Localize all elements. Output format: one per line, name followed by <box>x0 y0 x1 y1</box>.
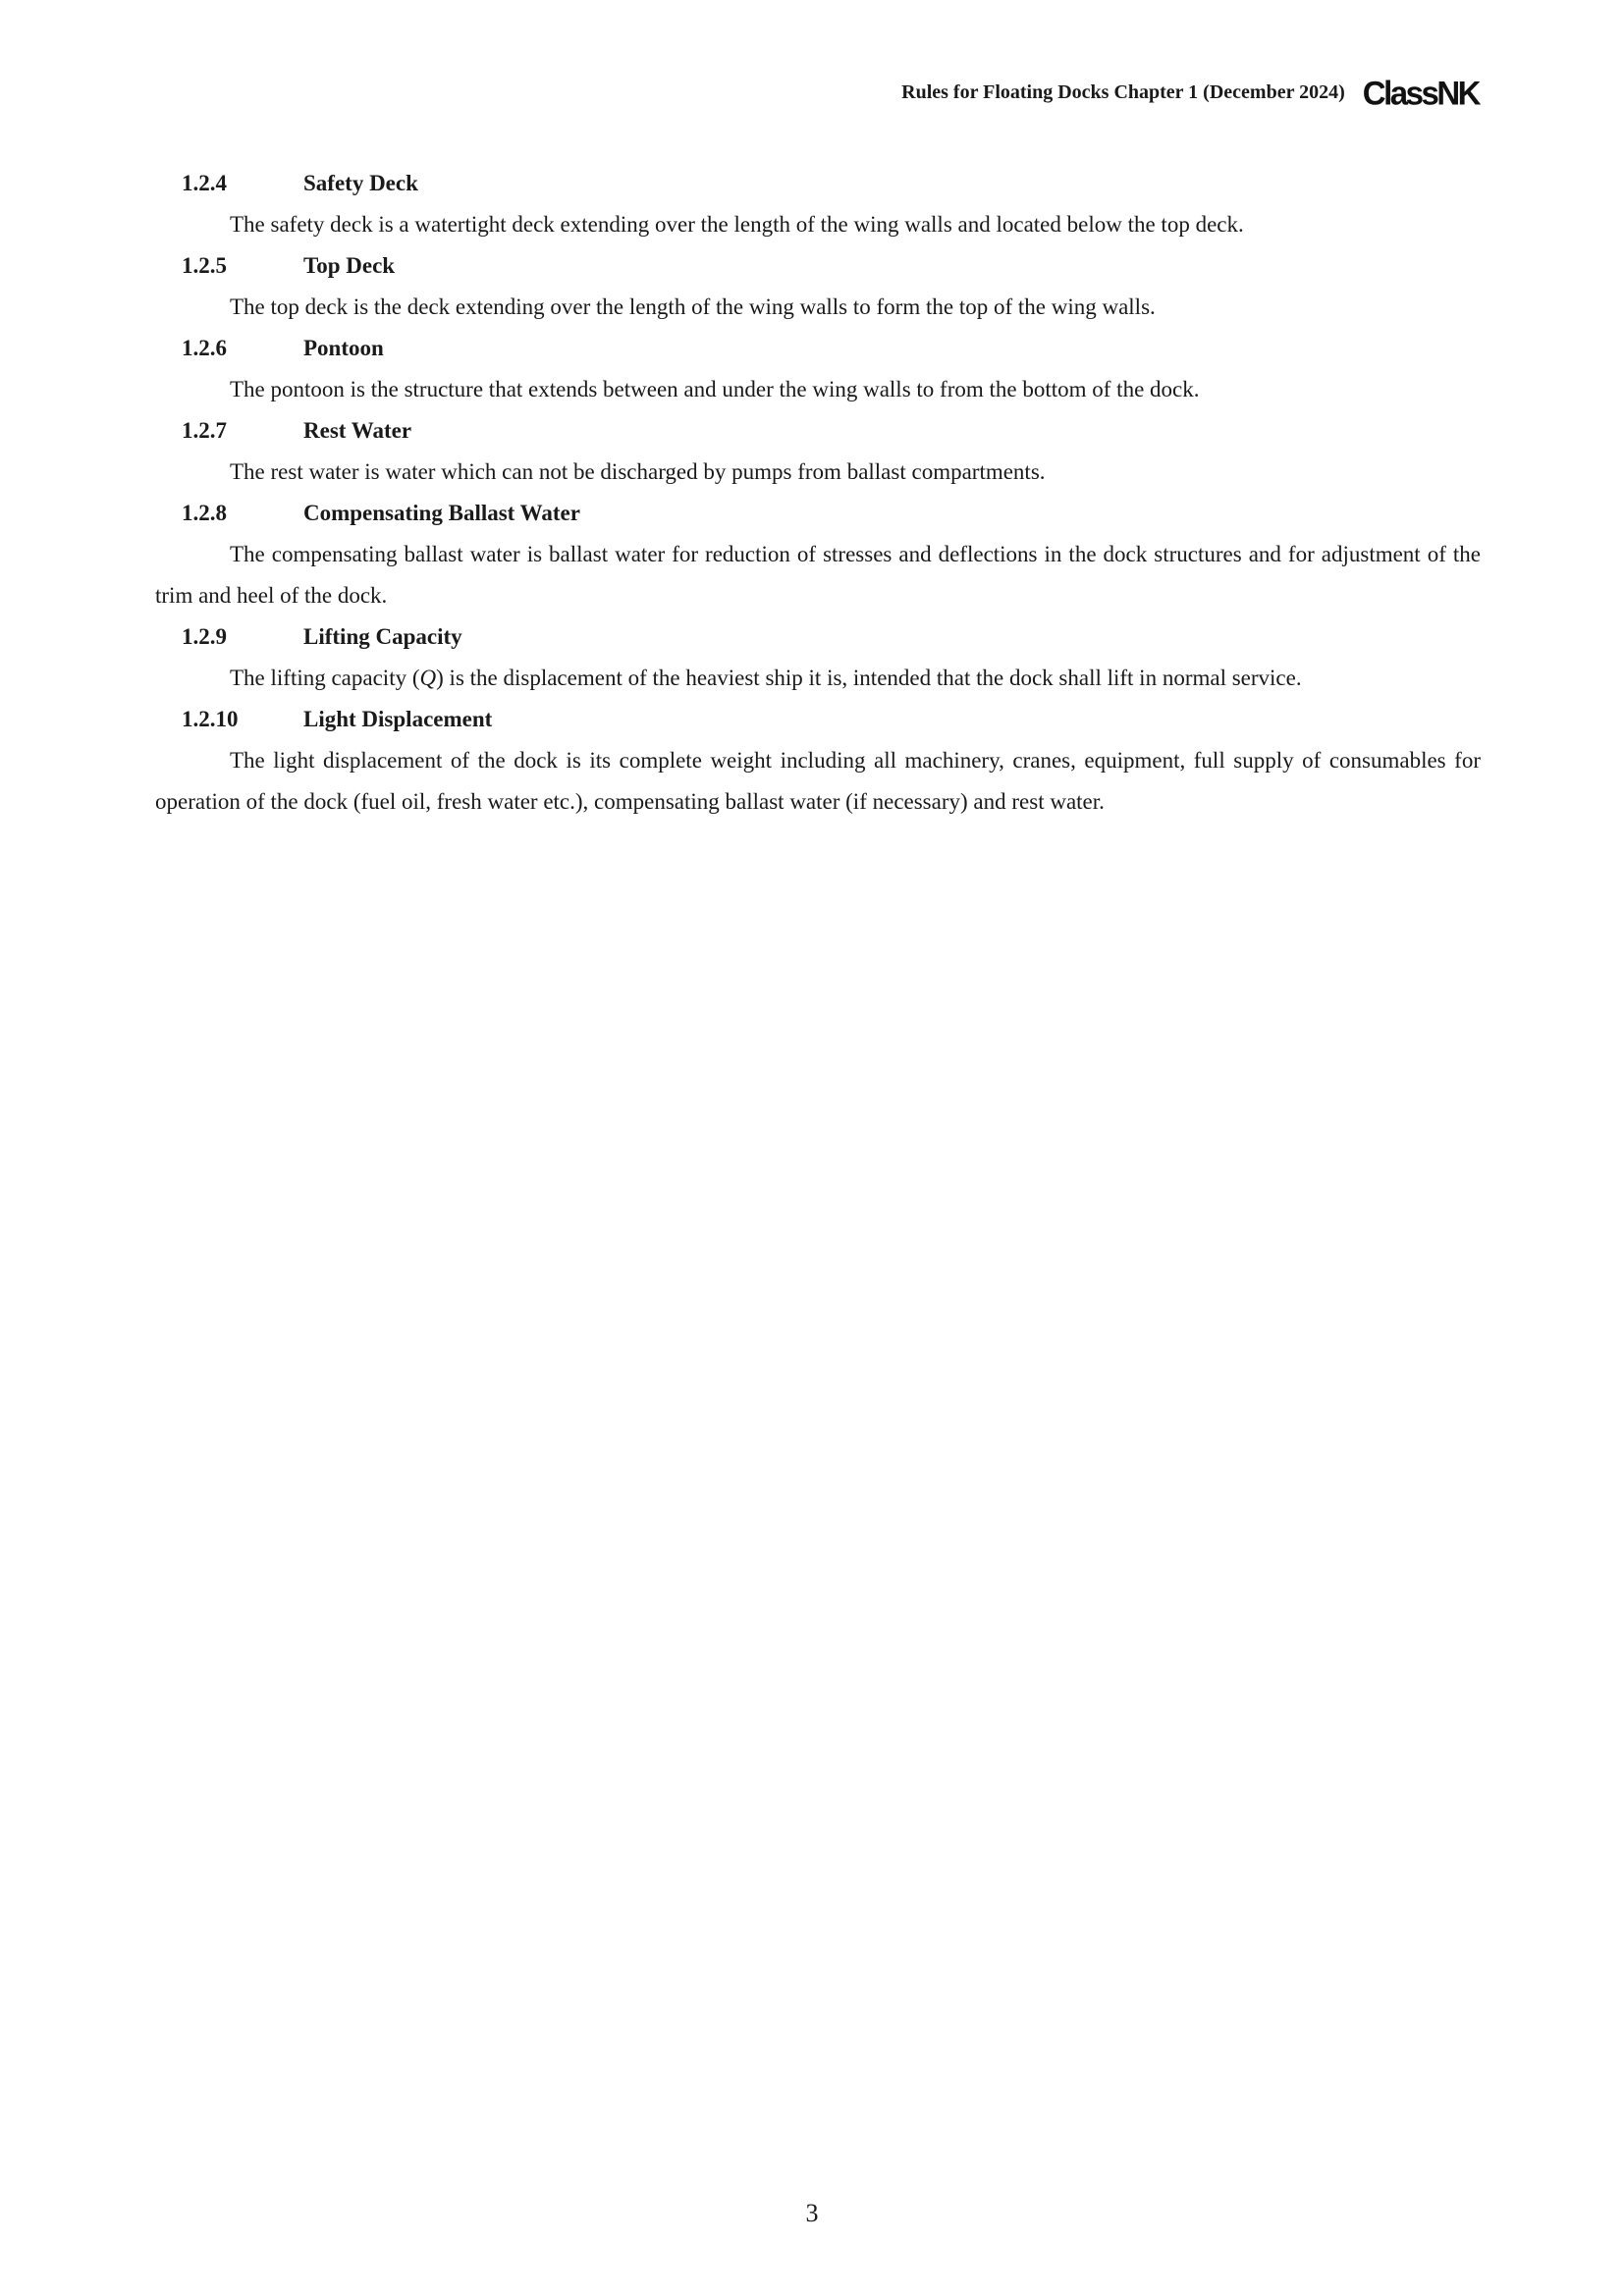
section-number: 1.2.6 <box>182 336 227 360</box>
header-title: Rules for Floating Docks Chapter 1 (December 2024) <box>901 81 1345 103</box>
section-text: The top deck is the deck extending over the length of the wing walls to form the top of the wing walls. <box>230 294 1156 319</box>
section-heading <box>155 328 1481 369</box>
section-heading <box>155 245 1481 287</box>
section-text <box>155 658 1481 699</box>
section-title: Rest Water <box>303 418 412 443</box>
section-1-2-7 <box>155 410 1481 493</box>
section-title: Compensating Ballast Water <box>303 501 580 525</box>
section-number: 1.2.9 <box>182 624 227 649</box>
section-number: 1.2.4 <box>182 171 227 195</box>
section-text: The rest water is water which can not be discharged by pumps from ballast compartments. <box>230 459 1046 484</box>
section-title: Light Displacement <box>303 707 493 731</box>
section-1-2-9 <box>155 616 1481 699</box>
section-number: 1.2.5 <box>182 253 227 278</box>
section-number: 1.2.10 <box>182 707 239 731</box>
section-1-2-4 <box>155 163 1481 245</box>
section-title: Safety Deck <box>303 171 418 195</box>
page-header <box>901 74 1479 112</box>
section-text: The compensating ballast water is ballast water for reduction of stresses and deflections in the dock structures and for adjustment of the trim and heel of the dock. <box>155 542 1481 608</box>
variable-q: Q <box>419 666 437 690</box>
section-text-end: ) is the displacement of the heaviest ship it is, intended that the dock shall lift in normal service. <box>436 666 1302 690</box>
section-heading <box>155 699 1481 740</box>
section-number: 1.2.7 <box>182 418 227 443</box>
section-heading <box>155 410 1481 452</box>
section-text-start: The lifting capacity ( <box>230 666 420 690</box>
section-text: The safety deck is a watertight deck extending over the length of the wing walls and located below the top deck. <box>230 212 1244 237</box>
section-1-2-6 <box>155 328 1481 410</box>
section-number: 1.2.8 <box>182 501 227 525</box>
section-title: Pontoon <box>303 336 384 360</box>
section-text: The pontoon is the structure that extends between and under the wing walls to from the bottom of the dock. <box>230 377 1200 401</box>
document-body <box>155 163 1481 823</box>
section-text: The light displacement of the dock is its complete weight including all machinery, cranes, equipment, full supply of consumables for operation of the dock (fuel oil, fresh water etc.), compensating ballast water (if necessary) and rest water. <box>155 748 1481 814</box>
section-heading <box>155 616 1481 658</box>
section-title: Lifting Capacity <box>303 624 462 649</box>
section-1-2-8 <box>155 493 1481 616</box>
page-number: 3 <box>805 2199 819 2227</box>
section-title: Top Deck <box>303 253 396 278</box>
section-heading <box>155 163 1481 204</box>
section-1-2-10 <box>155 699 1481 823</box>
classnk-logo: ClassNK <box>1362 74 1479 112</box>
section-1-2-5 <box>155 245 1481 328</box>
section-heading <box>155 493 1481 534</box>
